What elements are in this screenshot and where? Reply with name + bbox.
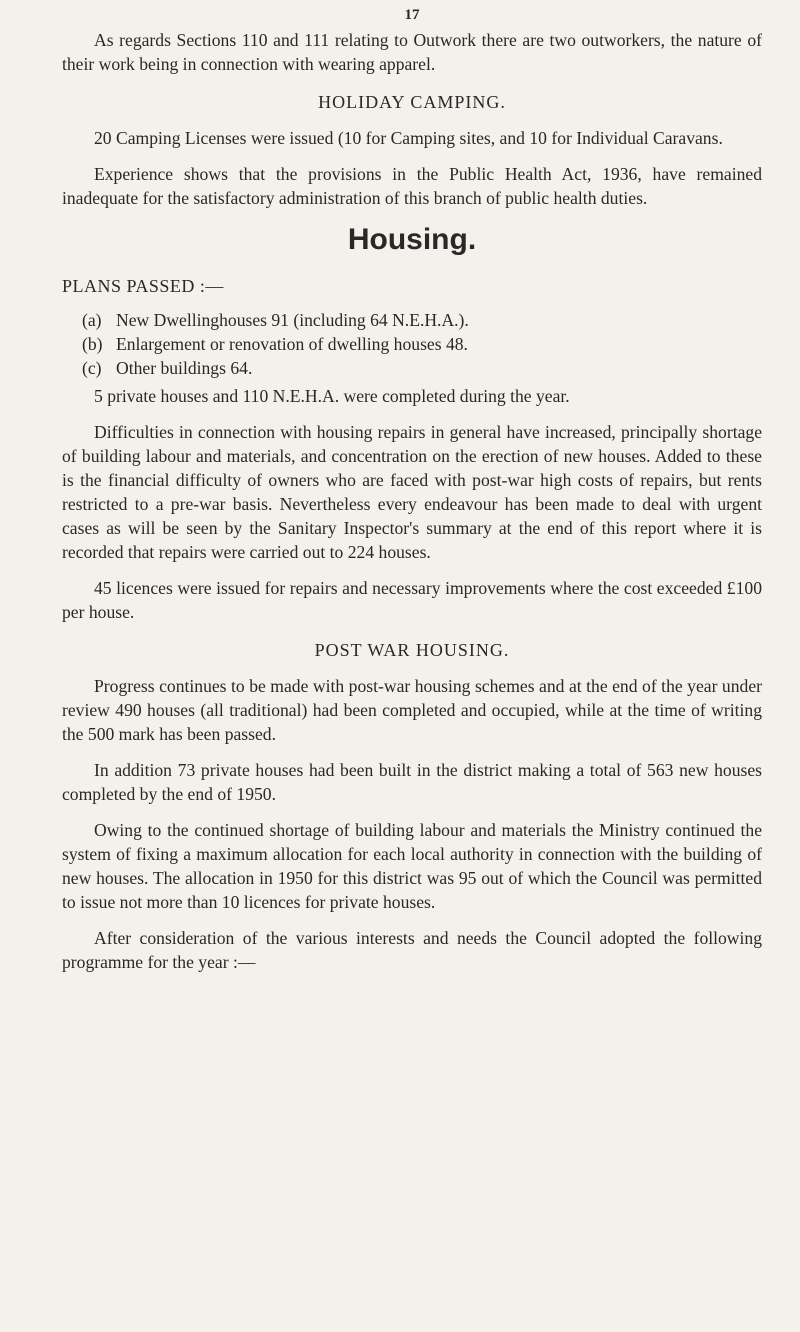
allocation-paragraph: Owing to the continued shortage of building labour and materials the Ministry continued the system of fixing a maximum allocation for each local authority in connection with the building of new houses. The allocation in 1950 for this district was 95 out of which the Council was permitted to issue not more than 10 licences for private houses. xyxy=(62,820,762,912)
plan-item-text: Other buildings 64. xyxy=(116,358,253,378)
plan-item-label: (c) xyxy=(82,358,102,378)
plan-item xyxy=(62,308,762,332)
plan-item-text: New Dwellinghouses 91 (including 64 N.E.H.A.). xyxy=(116,310,469,330)
post-war-progress-paragraph: Progress continues to be made with post-war housing schemes and at the end of the year under review 490 houses (all traditional) had been completed and occupied, while at the time of writing the 500 mark has been passed. xyxy=(62,676,762,744)
page-number: 17 xyxy=(404,7,420,23)
outwork-paragraph: As regards Sections 110 and 111 relating to Outwork there are two outworkers, the nature of their work being in connection with wearing apparel. xyxy=(62,30,762,74)
programme-paragraph: After consideration of the various interests and needs the Council adopted the following programme for the year :— xyxy=(62,928,762,972)
houses-completed-paragraph: 5 private houses and 110 N.E.H.A. were completed during the year. xyxy=(94,386,570,406)
plan-item-label: (b) xyxy=(82,334,103,354)
holiday-camping-heading: HOLIDAY CAMPING. xyxy=(318,92,506,112)
plan-item-text: Enlargement or renovation of dwelling houses 48. xyxy=(116,334,468,354)
repair-licences-paragraph: 45 licences were issued for repairs and necessary improvements where the cost exceeded £100 per house. xyxy=(62,578,762,622)
plan-item-label: (a) xyxy=(82,310,102,330)
private-houses-paragraph: In addition 73 private houses had been built in the district making a total of 563 new houses completed by the end of 1950. xyxy=(62,760,762,804)
document-page xyxy=(62,0,762,986)
repairs-difficulties-paragraph: Difficulties in connection with housing repairs in general have increased, principally shortage of building labour and materials, and concentration on the erection of new houses. Added to these is the financial difficulty of owners who are faced with post-war high costs of repairs, but rents restricted to a pre-war basis. Nevertheless every endeavour has been made to deal with urgent cases as will be seen by the Sanitary Inspector's summary at the end of this report where it is recorded that repairs were carried out to 224 houses. xyxy=(62,422,762,562)
camping-licenses-paragraph: 20 Camping Licenses were issued (10 for Camping sites, and 10 for Individual Caravans. xyxy=(94,128,723,148)
plans-passed-heading: PLANS PASSED :— xyxy=(62,276,224,296)
plan-item xyxy=(62,356,762,380)
public-health-act-paragraph: Experience shows that the provisions in the Public Health Act, 1936, have remained inadequate for the satisfactory administration of this branch of public health duties. xyxy=(62,164,762,208)
plans-list xyxy=(62,308,762,380)
plan-item xyxy=(62,332,762,356)
post-war-housing-heading: POST WAR HOUSING. xyxy=(314,640,510,660)
housing-heading: Housing. xyxy=(347,223,477,256)
